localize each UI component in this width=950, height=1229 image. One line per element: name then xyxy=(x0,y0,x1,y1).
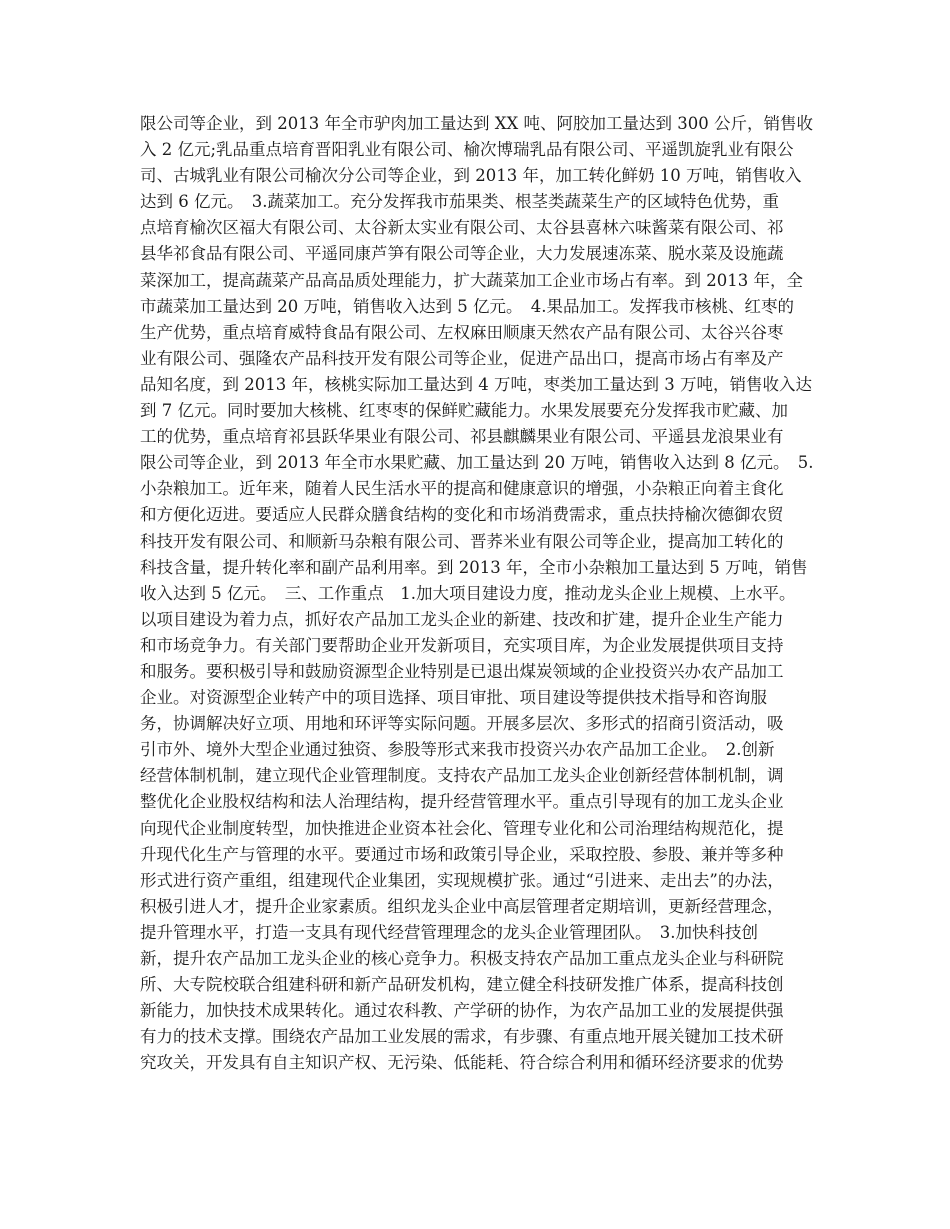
text-line: 工的优势，重点培育祁县跃华果业有限公司、祁县麒麟果业有限公司、平遥县龙浪果业有 xyxy=(140,427,784,447)
text-line: 科技开发有限公司、和顺新马杂粮有限公司、晋荞米业有限公司等企业，提高加工转化的 xyxy=(140,531,784,551)
text-line: 限公司等企业，到 2013 年全市驴肉加工量达到 XX 吨、阿胶加工量达到 300 公斤，销售收 xyxy=(140,114,813,133)
text-line: 新，提升农产品加工龙头企业的核心竞争力。积极支持农产品加工重点龙头企业与科研院 xyxy=(140,949,784,968)
text-line: 菜深加工，提高蔬菜产品高品质处理能力，扩大蔬菜加工企业市场占有率。到 2013 年，全 xyxy=(140,270,803,290)
text-line: 司、古城乳业有限公司榆次分公司等企业，到 2013 年，加工转化鲜奶 10 万吨，销售收入 xyxy=(140,166,802,186)
text-line: 科技含量，提升转化率和副产品利用率。到 2013 年，全市小杂粮加工量达到 5 万吨，销售 xyxy=(140,557,808,577)
text-line: 市蔬菜加工量达到 20 万吨，销售收入达到 5 亿元。 4.果品加工。发挥我市核桃、红枣的 xyxy=(140,296,794,316)
text-line: 引市外、境外大型企业通过独资、参股等形式来我市投资兴办农产品加工企业。 2.创新 xyxy=(140,740,775,760)
text-line: 向现代企业制度转型，加快推进企业资本社会化、管理专业化和公司治理结构规范化，提 xyxy=(140,818,784,838)
text-line: 整优化企业股权结构和法人治理结构，提升经营管理水平。重点引导现有的加工龙头企业 xyxy=(140,792,784,812)
text-line: 有力的技术支撑。围绕农产品加工业发展的需求，有步骤、有重点地开展关键加工技术研 xyxy=(140,1027,784,1047)
text-line: 提升管理水平，打造一支具有现代经营管理理念的龙头企业管理团队。 3.加快科技创 xyxy=(140,922,758,942)
text-line: 小杂粮加工。近年来，随着人民生活水平的提高和健康意识的增强，小杂粮正向着主食化 xyxy=(140,479,784,499)
text-line: 升现代化生产与管理的水平。要通过市场和政策引导企业，采取控股、参股、兼并等多种 xyxy=(140,844,784,864)
text-line: 新能力，加快技术成果转化。通过农科教、产学研的协作，为农产品加工业的发展提供强 xyxy=(140,1001,784,1021)
text-line: 和市场竞争力。有关部门要帮助企业开发新项目，充实项目库，为企业发展提供项目支持 xyxy=(140,635,784,655)
text-line: 县华祁食品有限公司、平遥同康芦笋有限公司等企业，大力发展速冻菜、脱水菜及设施蔬 xyxy=(140,244,784,264)
text-line: 业有限公司、强隆农产品科技开发有限公司等企业，促进产品出口，提高市场占有率及产 xyxy=(140,348,784,368)
text-line: 品知名度，到 2013 年，核桃实际加工量达到 4 万吨，枣类加工量达到 3 万吨，销售收入达 xyxy=(140,374,812,394)
text-line: 和服务。要积极引导和鼓励资源型企业特别是已退出煤炭领域的企业投资兴办农产品加工 xyxy=(140,661,784,681)
text-line: 收入达到 5 亿元。 三、工作重点 1.加大项目建设力度，推动龙头企业上规模、上水平。 xyxy=(140,583,796,603)
text-line: 企业。对资源型企业转产中的项目选择、项目审批、项目建设等提供技术指导和咨询服 xyxy=(140,688,767,708)
text-line: 点培育榆次区福大有限公司、太谷新太实业有限公司、太谷县喜林六味酱菜有限公司、祁 xyxy=(140,218,784,238)
text-line: 所、大专院校联合组建科研和新产品研发机构，建立健全科技研发推广体系，提高科技创 xyxy=(140,975,784,995)
text-line: 入 2 亿元;乳品重点培育晋阳乳业有限公司、榆次博瑞乳品有限公司、平遥凯旋乳业有限公 xyxy=(140,140,794,160)
text-line: 以项目建设为着力点，抓好农产品加工龙头企业的新建、技改和扩建，提升企业生产能力 xyxy=(140,609,784,629)
text-line: 生产优势，重点培育威特食品有限公司、左权麻田顺康天然农产品有限公司、太谷兴谷枣 xyxy=(140,322,784,342)
text-line: 究攻关，开发具有自主知识产权、无污染、低能耗、符合综合利用和循环经济要求的优势 xyxy=(140,1053,784,1073)
text-line: 务，协调解决好立项、用地和环评等实际问题。开展多层次、多形式的招商引资活动，吸 xyxy=(140,714,784,734)
text-line: 到 7 亿元。同时要加大核桃、红枣枣的保鲜贮藏能力。水果发展要充分发挥我市贮藏、加 xyxy=(140,401,788,421)
text-line: 积极引进人才，提升企业家素质。组织龙头企业中高层管理者定期培训，更新经营理念， xyxy=(140,896,784,916)
body-text xyxy=(140,111,816,1076)
text-line: 形式进行资产重组，组建现代企业集团，实现规模扩张。通过“引进来、走出去”的办法， xyxy=(140,870,784,890)
text-line: 达到 6 亿元。 3.蔬菜加工。充分发挥我市茄果类、根茎类蔬菜生产的区域特色优势，重 xyxy=(140,192,779,212)
text-line: 限公司等企业，到 2013 年全市水果贮藏、加工量达到 20 万吨，销售收入达到 8 亿元。 5. xyxy=(140,453,814,473)
text-line: 经营体制机制，建立现代企业管理制度。支持农产品加工龙头企业创新经营体制机制，调 xyxy=(140,766,784,786)
text-line: 和方便化迈进。要适应人民群众膳食结构的变化和市场消费需求，重点扶持榆次德御农贸 xyxy=(140,505,784,525)
